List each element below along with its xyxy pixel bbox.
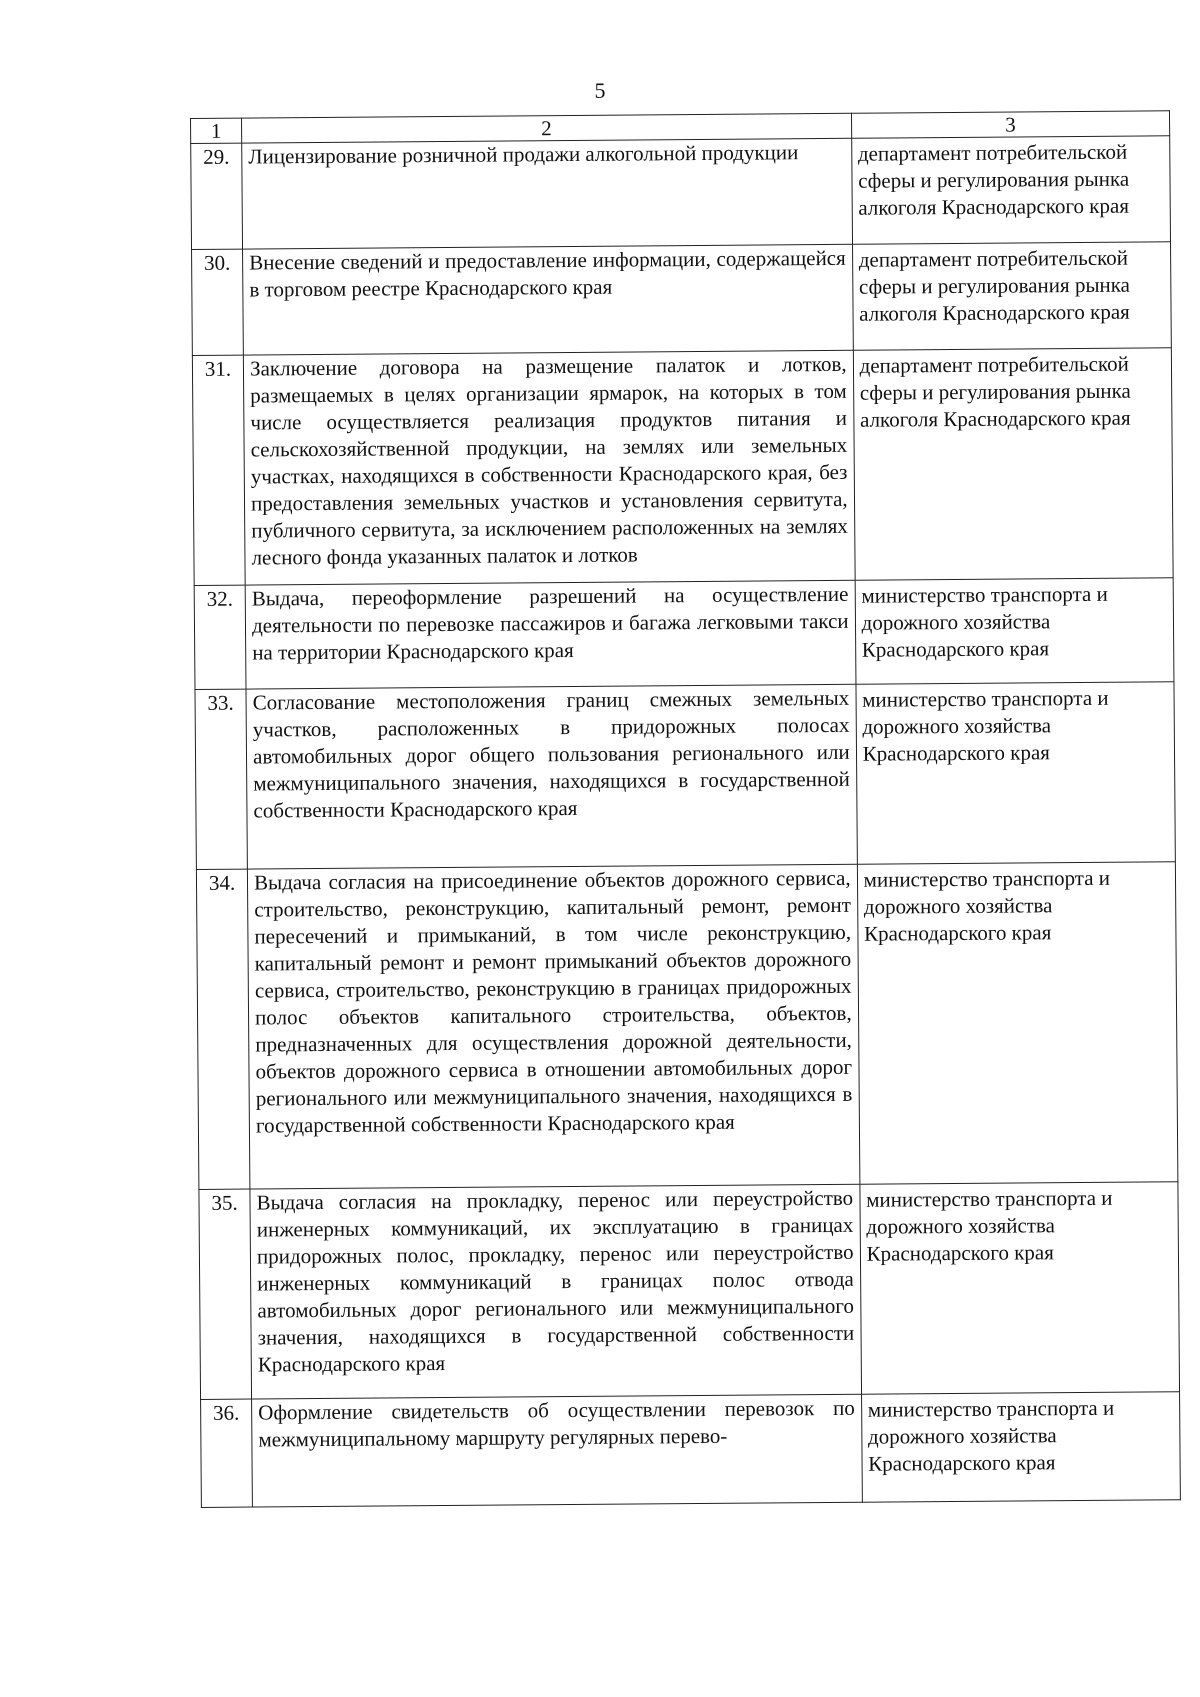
table-row (201, 1392, 1181, 1508)
service-cell (246, 684, 857, 869)
service-text: Заключение договора на размещение палаток и лотков, размещаемых в целях организации ярмарок, на которых в том числе осуществляется реализация продуктов питания и сельскохозяйственной продукции, на землях или земельных участках, находящихся в собственности Краснодарского края, без предоставления земельных участков и установления сервитута, публичного сервитута, за исключением расположенных на землях лесного фонда указанных палаток и лотков (249, 351, 848, 570)
row-number: 29. (191, 143, 243, 249)
table-container (190, 110, 1181, 1508)
row-number: 30. (192, 249, 244, 355)
table-row (195, 682, 1175, 870)
authority-text: департамент потребительской сферы и регулирования рынка алкоголя Краснодарского края (858, 245, 1131, 326)
row-number: 35. (199, 1189, 252, 1399)
header-col-3: 3 (851, 111, 1170, 138)
service-cell (243, 244, 853, 355)
authority-text: департамент потребительской сферы и регулирования рынка алкоголя Краснодарского края (859, 351, 1131, 432)
service-cell (252, 1394, 862, 1507)
table-row (192, 242, 1172, 356)
service-text: Лицензирование розничной продажи алкогольной продукции (248, 140, 799, 169)
service-text: Внесение сведений и предоставление информации, содержащейся в торговом реестре Краснодарского края (249, 245, 846, 302)
service-cell (242, 138, 852, 249)
service-text: Оформление свидетельств об осуществлении перевозок по межмуниципальному маршруту регулярных перево- (258, 1395, 855, 1452)
row-number: 34. (196, 869, 250, 1189)
table-row (194, 578, 1174, 690)
row-number: 36. (201, 1399, 253, 1507)
authority-cell (857, 862, 1178, 1184)
table-row (192, 348, 1173, 586)
authority-text: министерство транспорта и дорожного хозяйства Краснодарского края (866, 1185, 1113, 1266)
header-col-2: 2 (242, 113, 852, 143)
authority-cell (853, 348, 1173, 580)
service-cell (247, 864, 859, 1189)
authority-cell (852, 242, 1171, 350)
service-cell (250, 1184, 861, 1399)
authority-cell (860, 1182, 1180, 1394)
table-row (199, 1182, 1180, 1400)
header-col-1: 1 (191, 118, 242, 143)
service-text: Выдача согласия на присоединение объектов дорожного сервиса, строительство, реконструкцию, капитальный ремонт, ремонт пересечений и примыканий, в том числе реконструкцию, капитальный ремонт и ремонт примыканий объектов дорожного сервиса, строительство, реконструкцию в границах придорожных полос объектов капитального строительства, объектов, предназначенных для осуществления дорожной деятельности, объектов дорожного сервиса в отношении автомобильных дорог регионального или межмуниципального значения, находящихся в государственной собственности Краснодарского края (253, 865, 853, 1138)
authority-text: министерство транспорта и дорожного хозяйства Краснодарского края (863, 865, 1111, 946)
service-text: Выдача, переоформление разрешений на осуществление деятельности по перевозке пассажиров и багажа легковыми такси на территории Краснодарского края (251, 581, 849, 665)
service-cell (243, 350, 854, 585)
page-number: 5 (594, 78, 606, 103)
table-row (196, 862, 1177, 1190)
row-number: 32. (194, 585, 246, 689)
authority-text: департамент потребительской сферы и регулирования рынка алкоголя Краснодарского края (857, 139, 1130, 220)
row-number: 31. (192, 355, 245, 585)
authority-cell (856, 682, 1176, 864)
authority-text: министерство транспорта и дорожного хозяйства Краснодарского края (867, 1395, 1115, 1476)
authority-cell (851, 136, 1170, 244)
service-text: Согласование местоположения границ смежных земельных участков, расположенных в придорожных полосах автомобильных дорог общего пользования регионального или межмуниципального значения, находящихся в государственной собственности Краснодарского края (252, 685, 850, 823)
authority-cell (861, 1392, 1180, 1502)
table-row (191, 136, 1171, 250)
service-cell (245, 580, 855, 689)
authority-text: министерство транспорта и дорожного хозяйства Краснодарского края (861, 581, 1108, 662)
authority-cell (855, 578, 1174, 684)
service-text: Выдача согласия на прокладку, перенос или переустройство инженерных коммуникаций, их эксплуатацию в границах придорожных полос, прокладку, перенос или переустройство инженерных коммуникаций в границах полос отвода автомобильных дорог регионального или межмуниципального значения, находящихся в государственной собственности Краснодарского края (256, 1185, 855, 1377)
authority-text: министерство транспорта и дорожного хозяйства Краснодарского края (862, 685, 1109, 766)
row-number: 33. (195, 689, 247, 869)
services-table (190, 110, 1181, 1508)
